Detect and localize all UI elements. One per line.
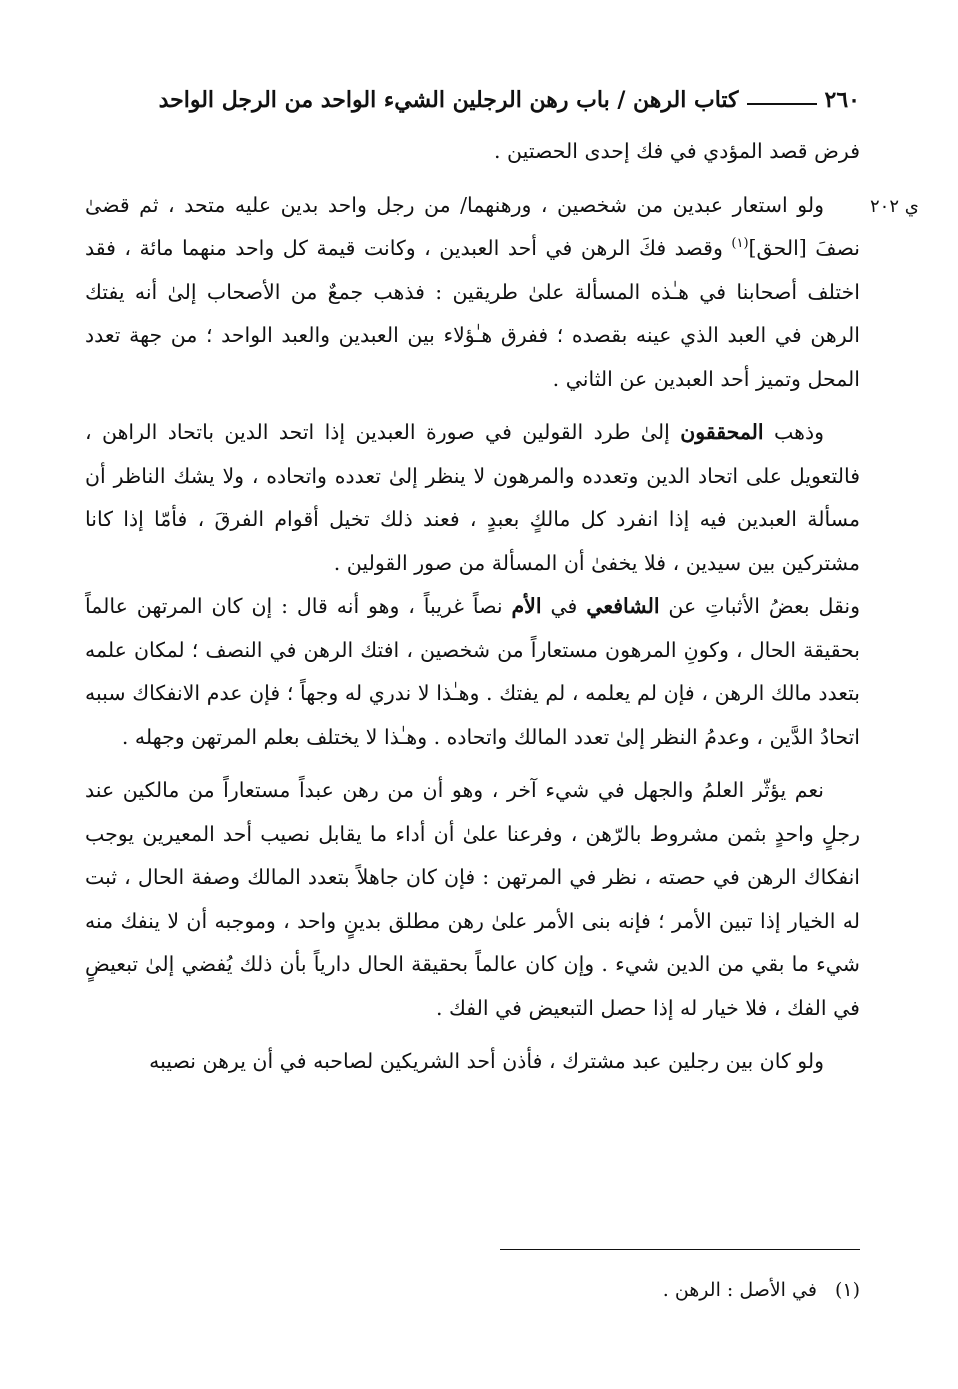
paragraph-3-part-c: نصاً غريباً ، وهو أنه قال : إن كان المرتهن عالماً بحقيقة الحال ، وكونِ المرهون مستعاراً من شخصين ، افتك الرهن في النصف ؛ لمكان علمه بتعدد مالك الرهن ، فإن لم يعلمه ، لم يفتك . وهـٰذا لا ندري له وجهاً ؛ فإن عدم الانفكاك سببه اتحادُ الدَّين ، وعدمُ النظر إلىٰ تعدد المالك واتحاده . وهـٰذا لا يختلف بعلم المرتهن وجهله . [85, 594, 860, 749]
paragraph-1 [85, 184, 860, 402]
running-title: كتاب الرهن / باب رهن الرجلين الشيء الواحد من الرجل الواحد [158, 87, 739, 113]
footnote-separator [500, 1249, 860, 1250]
page-number: ٢٦٠ [824, 87, 860, 113]
paragraph-1-part-a: ولو استعار عبدين من شخصين ، ورهنهما/ من رجل واحد بدين عليه متحد ، ثم قضىٰ نصفَ [الحق] [85, 192, 860, 260]
footnote-reference[interactable]: (١) [731, 236, 749, 252]
paragraph-4: نعم يؤثّر العلمُ والجهل في شيء آخر ، وهو أن من رهن عبداً مستعاراً من مالكين عند رجلٍ واحدٍ بثمن مشروط بالرّهن ، وفرعنا علىٰ أن أداء ما يقابل نصيب أحد المعيرين يوجب انفكاك الرهن في حصته ، نظر في المرتهن : فإن كان جاهلاً بتعدد المالك وصفة الحال ، ثبت له الخيار إذا تبين الأمر ؛ فإنه بنى الأمر علىٰ رهن مطلق بدينٍ واحد ، وموجبه أن لا ينفك منه شيء ما بقي من الدين شيء . وإن كان عالماً بحقيقة الحال دارياً بأن ذلك يُفضي إلىٰ تبعيضٍ في الفك ، فلا خيار له إذا حصل التبعيض في الفك . [85, 778, 860, 1020]
paragraph-2-part-a: وذهب [763, 420, 824, 444]
bold-term-shafii: الشافعي [586, 594, 660, 618]
header-rule [747, 103, 817, 105]
paragraph-1-part-b: وقصد فكَ الرهن في أحد العبدين ، وكانت قيمة كل واحد منهما مائة ، فقد اختلف أصحابنا في هـٰذه المسألة علىٰ طريقين : فذهب جمعٌ من الأصحاب إلىٰ أنه يفتك الرهن في العبد الذي عينه بقصده ؛ ففرق هـٰؤلاء بين العبدين والعبد الواحد ؛ من جهة تعدد المحل وتميز أحد العبدين عن الثاني . [85, 236, 860, 391]
paragraph-2-part-b: إلىٰ طرد القولين في صورة العبدين إذا اتحد الدين باتحاد الراهن ، فالتعويل على اتحاد الدين وتعدده والمرهون لا ينظر إلىٰ تعدده واتحاده ، ولا يشك الناظر أن مسألة العبدين فيه إذا انفرد كل مالكٍ بعبدٍ ، فعند ذلك تخيل أقوام الفرقَ ، فأمّا إذا كانا مشتركين بين سيدين ، فلا يخفىٰ أن المسألة من صور القولين . [85, 420, 860, 575]
bold-term-muhaqqiqun: المحققون [680, 420, 764, 444]
body-text [85, 130, 860, 1084]
footnote-text: في الأصل : الرهن . [662, 1279, 817, 1301]
running-header [85, 80, 860, 120]
paragraph-0: فرض قصد المؤدي في فك إحدى الحصتين . [494, 139, 860, 163]
paragraph-3-part-a: ونقل بعضُ الأثباتِ عن [659, 594, 861, 618]
margin-page-reference: ي ٢٠٢ [870, 196, 919, 217]
bold-term-umm: الأم [511, 594, 542, 618]
paragraph-3-part-b: في [541, 594, 587, 618]
paragraph-2 [85, 411, 860, 585]
footnote-number: (١) [834, 1279, 860, 1301]
paragraph-5: ولو كان بين رجلين عبد مشترك ، فأذن أحد الشريكين لصاحبه في أن يرهن نصيبه [149, 1049, 824, 1073]
footnote [85, 1275, 860, 1305]
paragraph-3 [85, 585, 860, 759]
